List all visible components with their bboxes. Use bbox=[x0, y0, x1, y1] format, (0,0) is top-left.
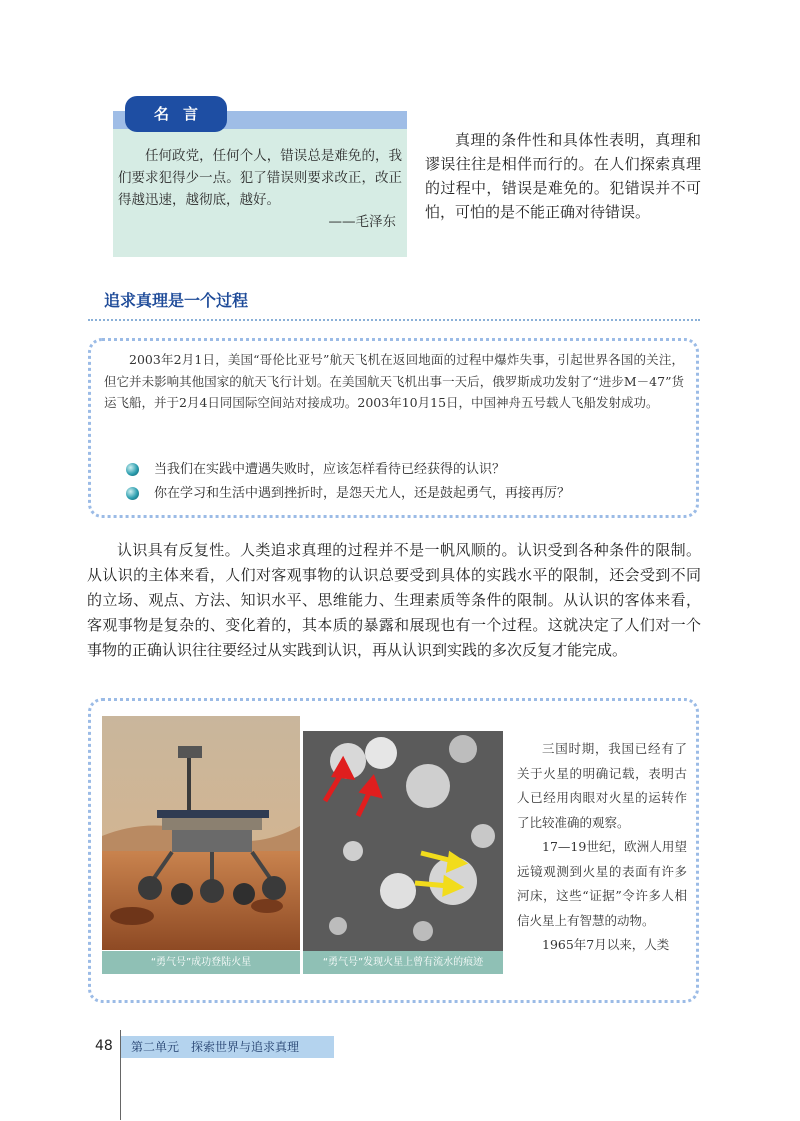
bullet-icon bbox=[126, 487, 139, 500]
rover-photo-caption: “勇气号”成功登陆火星 bbox=[102, 951, 300, 974]
section-divider bbox=[88, 319, 700, 321]
question-text: 当我们在实践中遭遇失败时，应该怎样看待已经获得的认识？ bbox=[154, 462, 506, 477]
rover-illustration bbox=[102, 716, 300, 950]
discussion-question bbox=[126, 459, 686, 481]
mars-history-text bbox=[517, 737, 687, 958]
rock-photo bbox=[303, 731, 503, 952]
question-text: 你在学习和生活中遇到挫折时，是怨天尤人，还是鼓起勇气，再接再厉？ bbox=[154, 486, 571, 501]
section-title: 追求真理是一个过程 bbox=[104, 291, 249, 310]
page-number: 48 bbox=[95, 1038, 113, 1054]
quote-text: 任何政党，任何个人，错误总是难免的，我们要求犯得少一点。犯了错误则要求改正，改正得越迅速，越彻底，越好。 bbox=[118, 148, 402, 208]
rock-microscope-image bbox=[303, 731, 503, 952]
rock-photo-caption: “勇气号”发现火星上曾有流水的痕迹 bbox=[303, 951, 503, 974]
mars-paragraph: 1965年7月以来，人类 bbox=[542, 937, 670, 952]
intro-paragraph: 真理的条件性和具体性表明，真理和谬误往往是相伴而行的。在人们探索真理的过程中，错误是难免的。犯错误并不可怕，可怕的是不能正确对待错误。 bbox=[425, 131, 701, 221]
mars-paragraph: 17—19世纪，欧洲人用望远镜观测到火星的表面有许多河床，这些“证据”令许多人相信火星上有智慧的动物。 bbox=[517, 839, 687, 928]
mars-paragraph: 三国时期，我国已经有了关于火星的明确记载，表明古人已经用肉眼对火星的运转作了比较准确的观察。 bbox=[517, 741, 687, 830]
quote-author: ——毛泽东 bbox=[328, 214, 396, 230]
main-paragraph: 认识具有反复性。人类追求真理的过程并不是一帆风顺的。认识受到各种条件的限制。从认识的主体来看，人们对客观事物的认识总要受到具体的实践水平的限制，还会受到不同的立场、观点、方法、知识水平、思维能力、生理素质等条件的限制。从认识的客体来看，客观事物是复杂的、变化着的，其本质的暴露和展现也有一个过程。这就决定了人们对一个事物的正确认识往往要经过从实践到认识，再从认识到实践的多次反复才能完成。 bbox=[87, 541, 701, 659]
chapter-label: 第二单元 探索世界与追求真理 bbox=[121, 1036, 334, 1058]
discussion-question bbox=[126, 483, 686, 505]
rover-photo bbox=[102, 716, 300, 950]
quote-tag: 名言 bbox=[125, 96, 227, 132]
case-study-text: 2003年2月1日，美国“哥伦比亚号”航天飞机在返回地面的过程中爆炸失事，引起世界各国的关注，但它并未影响其他国家的航天飞行计划。在美国航天飞机出事一天后，俄罗斯成功发射了“进步M－47”货运飞船，并于2月4日同国际空间站对接成功。2003年10月15日，中国神舟五号载人飞船发射成功。 bbox=[104, 352, 684, 410]
bullet-icon bbox=[126, 463, 139, 476]
